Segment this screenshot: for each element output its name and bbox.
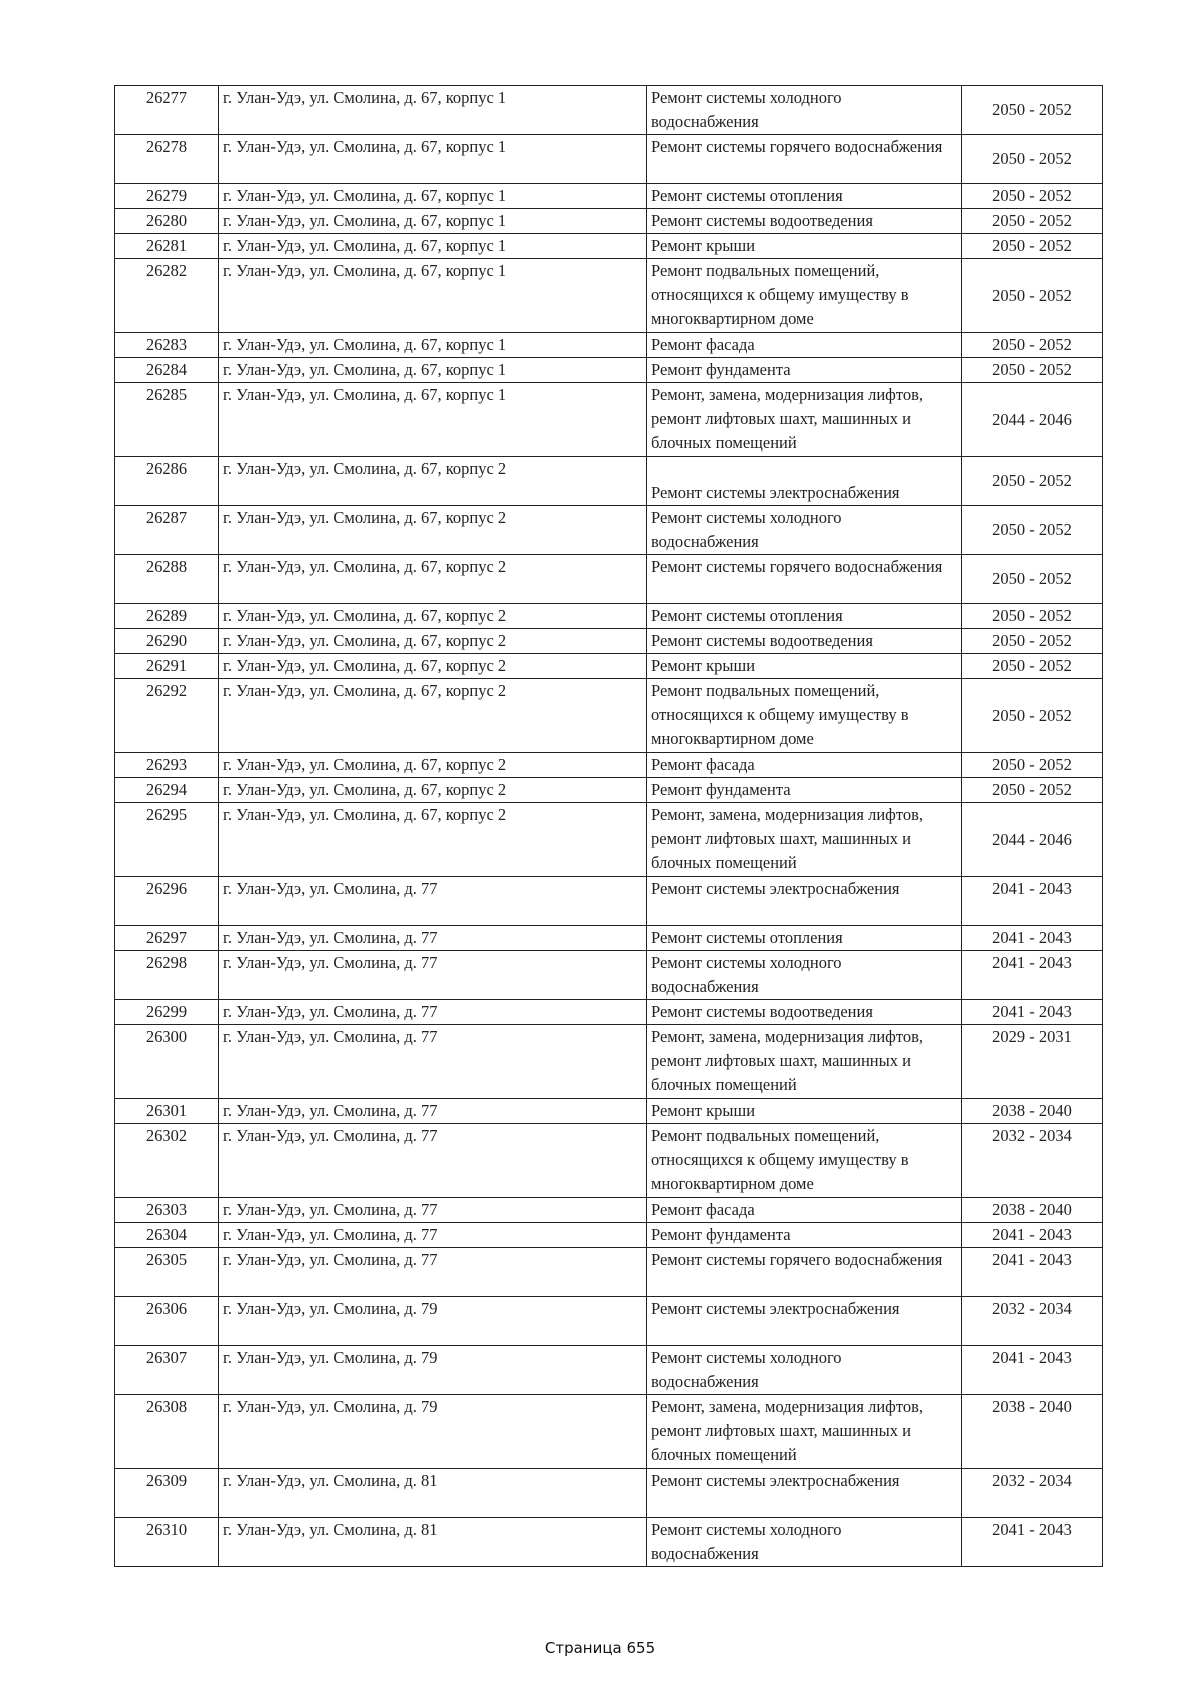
table-row xyxy=(115,333,1103,358)
table-row xyxy=(115,629,1103,654)
table-row xyxy=(115,209,1103,234)
row-work-type: Ремонт, замена, модернизация лифтов, ремонт лифтовых шахт, машинных и блочных помещений xyxy=(647,383,962,457)
row-number: 26278 xyxy=(115,135,219,184)
row-work-type: Ремонт системы отопления xyxy=(647,926,962,951)
row-work-type: Ремонт крыши xyxy=(647,234,962,259)
row-address: г. Улан-Удэ, ул. Смолина, д. 77 xyxy=(219,1000,647,1025)
row-work-type: Ремонт системы электроснабжения xyxy=(647,877,962,926)
table-row xyxy=(115,383,1103,457)
row-period: 2050 - 2052 xyxy=(962,506,1103,555)
row-work-type: Ремонт, замена, модернизация лифтов, ремонт лифтовых шахт, машинных и блочных помещений xyxy=(647,1025,962,1099)
row-work-type: Ремонт системы горячего водоснабжения xyxy=(647,135,962,184)
table-row xyxy=(115,877,1103,926)
row-address: г. Улан-Удэ, ул. Смолина, д. 67, корпус 2 xyxy=(219,506,647,555)
table-row xyxy=(115,1025,1103,1099)
row-number: 26301 xyxy=(115,1099,219,1124)
row-address: г. Улан-Удэ, ул. Смолина, д. 67, корпус 2 xyxy=(219,555,647,604)
row-number: 26293 xyxy=(115,753,219,778)
row-period: 2041 - 2043 xyxy=(962,1518,1103,1567)
row-address: г. Улан-Удэ, ул. Смолина, д. 79 xyxy=(219,1297,647,1346)
row-number: 26287 xyxy=(115,506,219,555)
table-row xyxy=(115,1000,1103,1025)
table-row xyxy=(115,803,1103,877)
row-period: 2050 - 2052 xyxy=(962,555,1103,604)
row-period: 2041 - 2043 xyxy=(962,1223,1103,1248)
row-number: 26292 xyxy=(115,679,219,753)
row-number: 26299 xyxy=(115,1000,219,1025)
row-number: 26291 xyxy=(115,654,219,679)
row-address: г. Улан-Удэ, ул. Смолина, д. 67, корпус 1 xyxy=(219,209,647,234)
row-period: 2029 - 2031 xyxy=(962,1025,1103,1099)
row-number: 26277 xyxy=(115,86,219,135)
row-address: г. Улан-Удэ, ул. Смолина, д. 67, корпус 1 xyxy=(219,333,647,358)
row-work-type: Ремонт системы водоотведения xyxy=(647,209,962,234)
row-number: 26289 xyxy=(115,604,219,629)
row-work-type: Ремонт системы электроснабжения xyxy=(647,1297,962,1346)
row-number: 26282 xyxy=(115,259,219,333)
row-period: 2050 - 2052 xyxy=(962,679,1103,753)
row-number: 26302 xyxy=(115,1124,219,1198)
row-work-type: Ремонт крыши xyxy=(647,654,962,679)
row-work-type: Ремонт фундамента xyxy=(647,358,962,383)
row-number: 26296 xyxy=(115,877,219,926)
row-work-type: Ремонт подвальных помещений, относящихся к общему имуществу в многоквартирном доме xyxy=(647,259,962,333)
row-number: 26305 xyxy=(115,1248,219,1297)
table-row xyxy=(115,135,1103,184)
row-period: 2050 - 2052 xyxy=(962,135,1103,184)
row-period: 2032 - 2034 xyxy=(962,1469,1103,1518)
row-work-type: Ремонт системы холодного водоснабжения xyxy=(647,1518,962,1567)
row-address: г. Улан-Удэ, ул. Смолина, д. 79 xyxy=(219,1346,647,1395)
row-work-type: Ремонт системы электроснабжения xyxy=(647,1469,962,1518)
row-work-type: Ремонт фасада xyxy=(647,333,962,358)
page-number: Страница 655 xyxy=(544,1639,656,1657)
row-number: 26297 xyxy=(115,926,219,951)
row-period: 2050 - 2052 xyxy=(962,86,1103,135)
row-work-type: Ремонт системы холодного водоснабжения xyxy=(647,1346,962,1395)
row-period: 2041 - 2043 xyxy=(962,1346,1103,1395)
row-address: г. Улан-Удэ, ул. Смолина, д. 77 xyxy=(219,1124,647,1198)
row-address: г. Улан-Удэ, ул. Смолина, д. 81 xyxy=(219,1469,647,1518)
row-address: г. Улан-Удэ, ул. Смолина, д. 67, корпус 1 xyxy=(219,383,647,457)
row-work-type: Ремонт фасада xyxy=(647,1198,962,1223)
row-number: 26295 xyxy=(115,803,219,877)
row-work-type: Ремонт системы холодного водоснабжения xyxy=(647,86,962,135)
row-number: 26294 xyxy=(115,778,219,803)
row-address: г. Улан-Удэ, ул. Смолина, д. 77 xyxy=(219,1223,647,1248)
row-period: 2032 - 2034 xyxy=(962,1297,1103,1346)
table-row xyxy=(115,1223,1103,1248)
row-period: 2038 - 2040 xyxy=(962,1395,1103,1469)
row-address: г. Улан-Удэ, ул. Смолина, д. 79 xyxy=(219,1395,647,1469)
row-number: 26286 xyxy=(115,457,219,506)
table-row xyxy=(115,555,1103,604)
row-address: г. Улан-Удэ, ул. Смолина, д. 67, корпус 1 xyxy=(219,259,647,333)
row-period: 2050 - 2052 xyxy=(962,604,1103,629)
row-period: 2041 - 2043 xyxy=(962,1248,1103,1297)
row-number: 26281 xyxy=(115,234,219,259)
row-period: 2050 - 2052 xyxy=(962,778,1103,803)
row-work-type: Ремонт системы водоотведения xyxy=(647,1000,962,1025)
row-address: г. Улан-Удэ, ул. Смолина, д. 67, корпус 2 xyxy=(219,629,647,654)
row-number: 26280 xyxy=(115,209,219,234)
row-period: 2050 - 2052 xyxy=(962,358,1103,383)
row-period: 2032 - 2034 xyxy=(962,1124,1103,1198)
row-address: г. Улан-Удэ, ул. Смолина, д. 67, корпус 1 xyxy=(219,234,647,259)
row-period: 2050 - 2052 xyxy=(962,333,1103,358)
row-address: г. Улан-Удэ, ул. Смолина, д. 67, корпус 2 xyxy=(219,457,647,506)
row-work-type: Ремонт фундамента xyxy=(647,778,962,803)
row-address: г. Улан-Удэ, ул. Смолина, д. 67, корпус 1 xyxy=(219,135,647,184)
row-period: 2038 - 2040 xyxy=(962,1198,1103,1223)
table-row xyxy=(115,604,1103,629)
row-work-type: Ремонт, замена, модернизация лифтов, ремонт лифтовых шахт, машинных и блочных помещений xyxy=(647,1395,962,1469)
row-period: 2050 - 2052 xyxy=(962,259,1103,333)
row-address: г. Улан-Удэ, ул. Смолина, д. 81 xyxy=(219,1518,647,1567)
row-work-type: Ремонт крыши xyxy=(647,1099,962,1124)
table-row xyxy=(115,506,1103,555)
row-work-type: Ремонт подвальных помещений, относящихся к общему имуществу в многоквартирном доме xyxy=(647,1124,962,1198)
table-row xyxy=(115,778,1103,803)
row-work-type: Ремонт фасада xyxy=(647,753,962,778)
table-row xyxy=(115,926,1103,951)
row-number: 26290 xyxy=(115,629,219,654)
row-address: г. Улан-Удэ, ул. Смолина, д. 77 xyxy=(219,1099,647,1124)
table-row xyxy=(115,679,1103,753)
row-work-type: Ремонт системы горячего водоснабжения xyxy=(647,555,962,604)
row-period: 2041 - 2043 xyxy=(962,951,1103,1000)
row-work-type: Ремонт, замена, модернизация лифтов, ремонт лифтовых шахт, машинных и блочных помещений xyxy=(647,803,962,877)
row-number: 26306 xyxy=(115,1297,219,1346)
row-number: 26279 xyxy=(115,184,219,209)
row-work-type: Ремонт системы отопления xyxy=(647,604,962,629)
row-work-type: Ремонт системы холодного водоснабжения xyxy=(647,951,962,1000)
row-address: г. Улан-Удэ, ул. Смолина, д. 67, корпус 1 xyxy=(219,184,647,209)
row-address: г. Улан-Удэ, ул. Смолина, д. 67, корпус 2 xyxy=(219,679,647,753)
table-row xyxy=(115,951,1103,1000)
row-period: 2050 - 2052 xyxy=(962,234,1103,259)
row-number: 26298 xyxy=(115,951,219,1000)
row-period: 2041 - 2043 xyxy=(962,1000,1103,1025)
row-work-type: Ремонт системы горячего водоснабжения xyxy=(647,1248,962,1297)
table-row xyxy=(115,1099,1103,1124)
row-period: 2050 - 2052 xyxy=(962,753,1103,778)
row-address: г. Улан-Удэ, ул. Смолина, д. 67, корпус 1 xyxy=(219,86,647,135)
row-work-type: Ремонт фундамента xyxy=(647,1223,962,1248)
table-row xyxy=(115,358,1103,383)
table-row xyxy=(115,259,1103,333)
row-work-type: Ремонт системы электроснабжения xyxy=(647,457,962,506)
row-period: 2050 - 2052 xyxy=(962,209,1103,234)
table-row xyxy=(115,1395,1103,1469)
table-row xyxy=(115,1248,1103,1297)
table-row xyxy=(115,1124,1103,1198)
row-number: 26284 xyxy=(115,358,219,383)
table-row xyxy=(115,234,1103,259)
works-table-body xyxy=(115,86,1103,1567)
table-row xyxy=(115,1198,1103,1223)
table-row xyxy=(115,1469,1103,1518)
row-address: г. Улан-Удэ, ул. Смолина, д. 77 xyxy=(219,951,647,1000)
row-number: 26307 xyxy=(115,1346,219,1395)
row-period: 2044 - 2046 xyxy=(962,803,1103,877)
row-number: 26303 xyxy=(115,1198,219,1223)
table-row xyxy=(115,654,1103,679)
row-address: г. Улан-Удэ, ул. Смолина, д. 67, корпус 1 xyxy=(219,358,647,383)
row-address: г. Улан-Удэ, ул. Смолина, д. 77 xyxy=(219,926,647,951)
row-period: 2050 - 2052 xyxy=(962,457,1103,506)
row-number: 26310 xyxy=(115,1518,219,1567)
table-row xyxy=(115,86,1103,135)
row-address: г. Улан-Удэ, ул. Смолина, д. 77 xyxy=(219,1025,647,1099)
row-period: 2050 - 2052 xyxy=(962,654,1103,679)
table-row xyxy=(115,1297,1103,1346)
row-number: 26304 xyxy=(115,1223,219,1248)
row-number: 26309 xyxy=(115,1469,219,1518)
row-address: г. Улан-Удэ, ул. Смолина, д. 67, корпус 2 xyxy=(219,654,647,679)
table-row xyxy=(115,457,1103,506)
row-address: г. Улан-Удэ, ул. Смолина, д. 67, корпус 2 xyxy=(219,803,647,877)
row-address: г. Улан-Удэ, ул. Смолина, д. 77 xyxy=(219,877,647,926)
row-number: 26285 xyxy=(115,383,219,457)
row-number: 26300 xyxy=(115,1025,219,1099)
row-period: 2050 - 2052 xyxy=(962,629,1103,654)
row-period: 2050 - 2052 xyxy=(962,184,1103,209)
row-period: 2038 - 2040 xyxy=(962,1099,1103,1124)
row-number: 26283 xyxy=(115,333,219,358)
table-row xyxy=(115,184,1103,209)
row-address: г. Улан-Удэ, ул. Смолина, д. 77 xyxy=(219,1248,647,1297)
row-work-type: Ремонт системы холодного водоснабжения xyxy=(647,506,962,555)
row-number: 26288 xyxy=(115,555,219,604)
row-address: г. Улан-Удэ, ул. Смолина, д. 67, корпус 2 xyxy=(219,753,647,778)
works-table xyxy=(114,85,1103,1567)
row-work-type: Ремонт системы водоотведения xyxy=(647,629,962,654)
row-address: г. Улан-Удэ, ул. Смолина, д. 77 xyxy=(219,1198,647,1223)
row-period: 2041 - 2043 xyxy=(962,877,1103,926)
row-period: 2044 - 2046 xyxy=(962,383,1103,457)
row-number: 26308 xyxy=(115,1395,219,1469)
table-row xyxy=(115,753,1103,778)
row-period: 2041 - 2043 xyxy=(962,926,1103,951)
table-row xyxy=(115,1346,1103,1395)
table-row xyxy=(115,1518,1103,1567)
row-work-type: Ремонт подвальных помещений, относящихся к общему имуществу в многоквартирном доме xyxy=(647,679,962,753)
row-address: г. Улан-Удэ, ул. Смолина, д. 67, корпус 2 xyxy=(219,778,647,803)
row-work-type: Ремонт системы отопления xyxy=(647,184,962,209)
row-address: г. Улан-Удэ, ул. Смолина, д. 67, корпус 2 xyxy=(219,604,647,629)
